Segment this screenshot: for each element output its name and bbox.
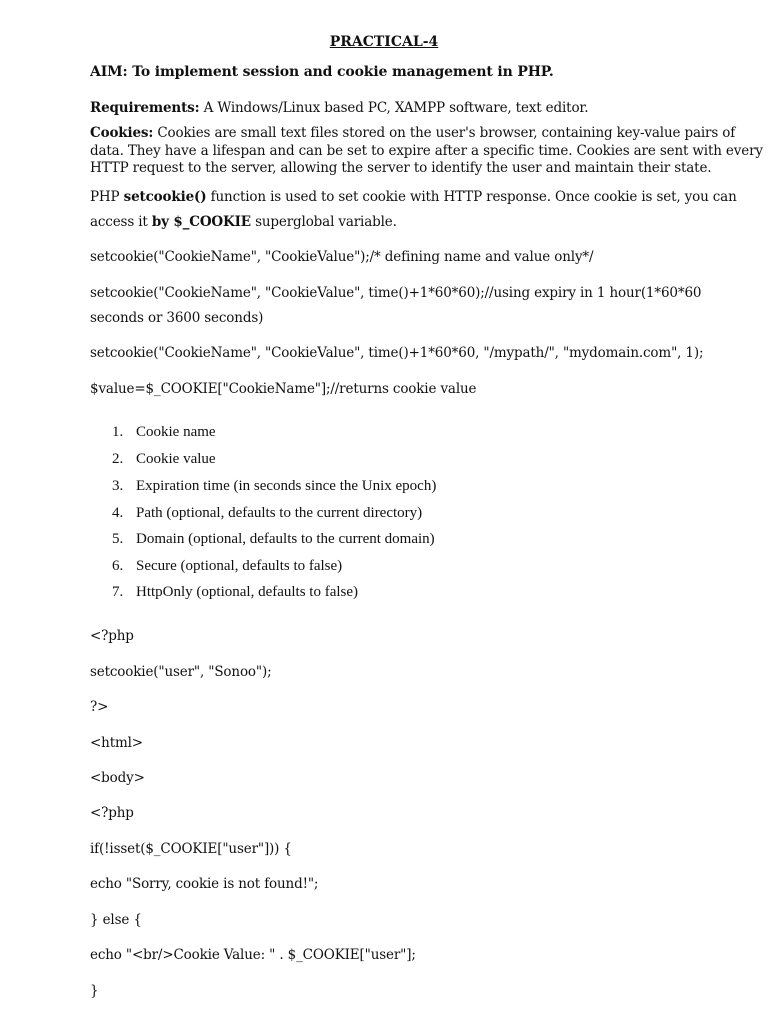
list-text: Domain (optional, defaults to the current domain) xyxy=(136,531,435,547)
code-line: <body> xyxy=(90,770,145,786)
setcookie-intro-line-2 xyxy=(90,213,397,231)
setcookie-intro-a: PHP xyxy=(90,189,124,205)
list-number: 1. xyxy=(112,424,124,440)
code-line: <?php xyxy=(90,628,134,644)
list-number: 4. xyxy=(112,505,124,521)
setcookie-keyword: setcookie() xyxy=(123,189,207,205)
cookies-paragraph-line-1 xyxy=(90,124,735,142)
example-setcookie-expiry-line-1: setcookie("CookieName", "CookieValue", time()+1*60*60);//using expiry in 1 hour(1*60*60 xyxy=(90,285,702,301)
cookie-superglobal-keyword: by $_COOKIE xyxy=(151,214,251,230)
requirements-label: Requirements: xyxy=(90,100,200,116)
code-line: <html> xyxy=(90,735,143,751)
list-number: 5. xyxy=(112,531,124,547)
cookies-paragraph-line-2: data. They have a lifespan and can be set to expire after a specific time. Cookies are sent with every xyxy=(90,143,763,159)
aim-heading: AIM: To implement session and cookie management in PHP. xyxy=(90,64,554,80)
list-text: Cookie name xyxy=(136,424,216,440)
setcookie-intro-e: superglobal variable. xyxy=(250,214,397,230)
list-number: 6. xyxy=(112,558,124,574)
code-line: } else { xyxy=(90,912,142,928)
list-item xyxy=(112,450,216,468)
example-read-cookie: $value=$_COOKIE["CookieName"];//returns cookie value xyxy=(90,381,477,397)
example-setcookie-full: setcookie("CookieName", "CookieValue", time()+1*60*60, "/mypath/", "mydomain.com", 1); xyxy=(90,345,704,361)
code-line: ?> xyxy=(90,699,109,715)
list-text: HttpOnly (optional, defaults to false) xyxy=(136,584,359,600)
list-item xyxy=(112,504,422,522)
setcookie-intro-c: function is used to set cookie with HTTP response. Once cookie is set, you can xyxy=(206,189,737,205)
code-line: echo "Sorry, cookie is not found!"; xyxy=(90,876,319,892)
list-item xyxy=(112,423,216,441)
cookies-label: Cookies: xyxy=(90,125,154,141)
code-line: <?php xyxy=(90,805,134,821)
list-number: 3. xyxy=(112,478,124,494)
list-item xyxy=(112,530,435,548)
list-text: Path (optional, defaults to the current directory) xyxy=(136,505,423,521)
list-item xyxy=(112,477,436,495)
code-line: echo "<br/>Cookie Value: " . $_COOKIE["user"]; xyxy=(90,947,416,963)
list-item xyxy=(112,557,342,575)
list-text: Expiration time (in seconds since the Unix epoch) xyxy=(136,478,437,494)
requirements-text: A Windows/Linux based PC, XAMPP software, text editor. xyxy=(199,100,589,116)
setcookie-intro-line-1 xyxy=(90,188,737,206)
page-title: PRACTICAL-4 xyxy=(329,34,439,50)
setcookie-intro-d: access it xyxy=(90,214,152,230)
list-item xyxy=(112,583,358,601)
list-number: 7. xyxy=(112,584,124,600)
example-setcookie-expiry-line-2: seconds or 3600 seconds) xyxy=(90,310,264,326)
example-setcookie-basic: setcookie("CookieName", "CookieValue");/* defining name and value only*/ xyxy=(90,249,594,265)
code-line: if(!isset($_COOKIE["user"])) { xyxy=(90,841,292,857)
code-line: } xyxy=(90,983,99,999)
code-line: setcookie("user", "Sonoo"); xyxy=(90,664,272,680)
cookies-text-1: Cookies are small text files stored on the user's browser, containing key-value pairs of xyxy=(153,125,736,141)
list-text: Cookie value xyxy=(136,451,216,467)
cookies-paragraph-line-3: HTTP request to the server, allowing the server to identify the user and maintain their state. xyxy=(90,160,712,176)
list-number: 2. xyxy=(112,451,124,467)
list-text: Secure (optional, defaults to false) xyxy=(136,558,343,574)
requirements-paragraph xyxy=(90,99,588,117)
